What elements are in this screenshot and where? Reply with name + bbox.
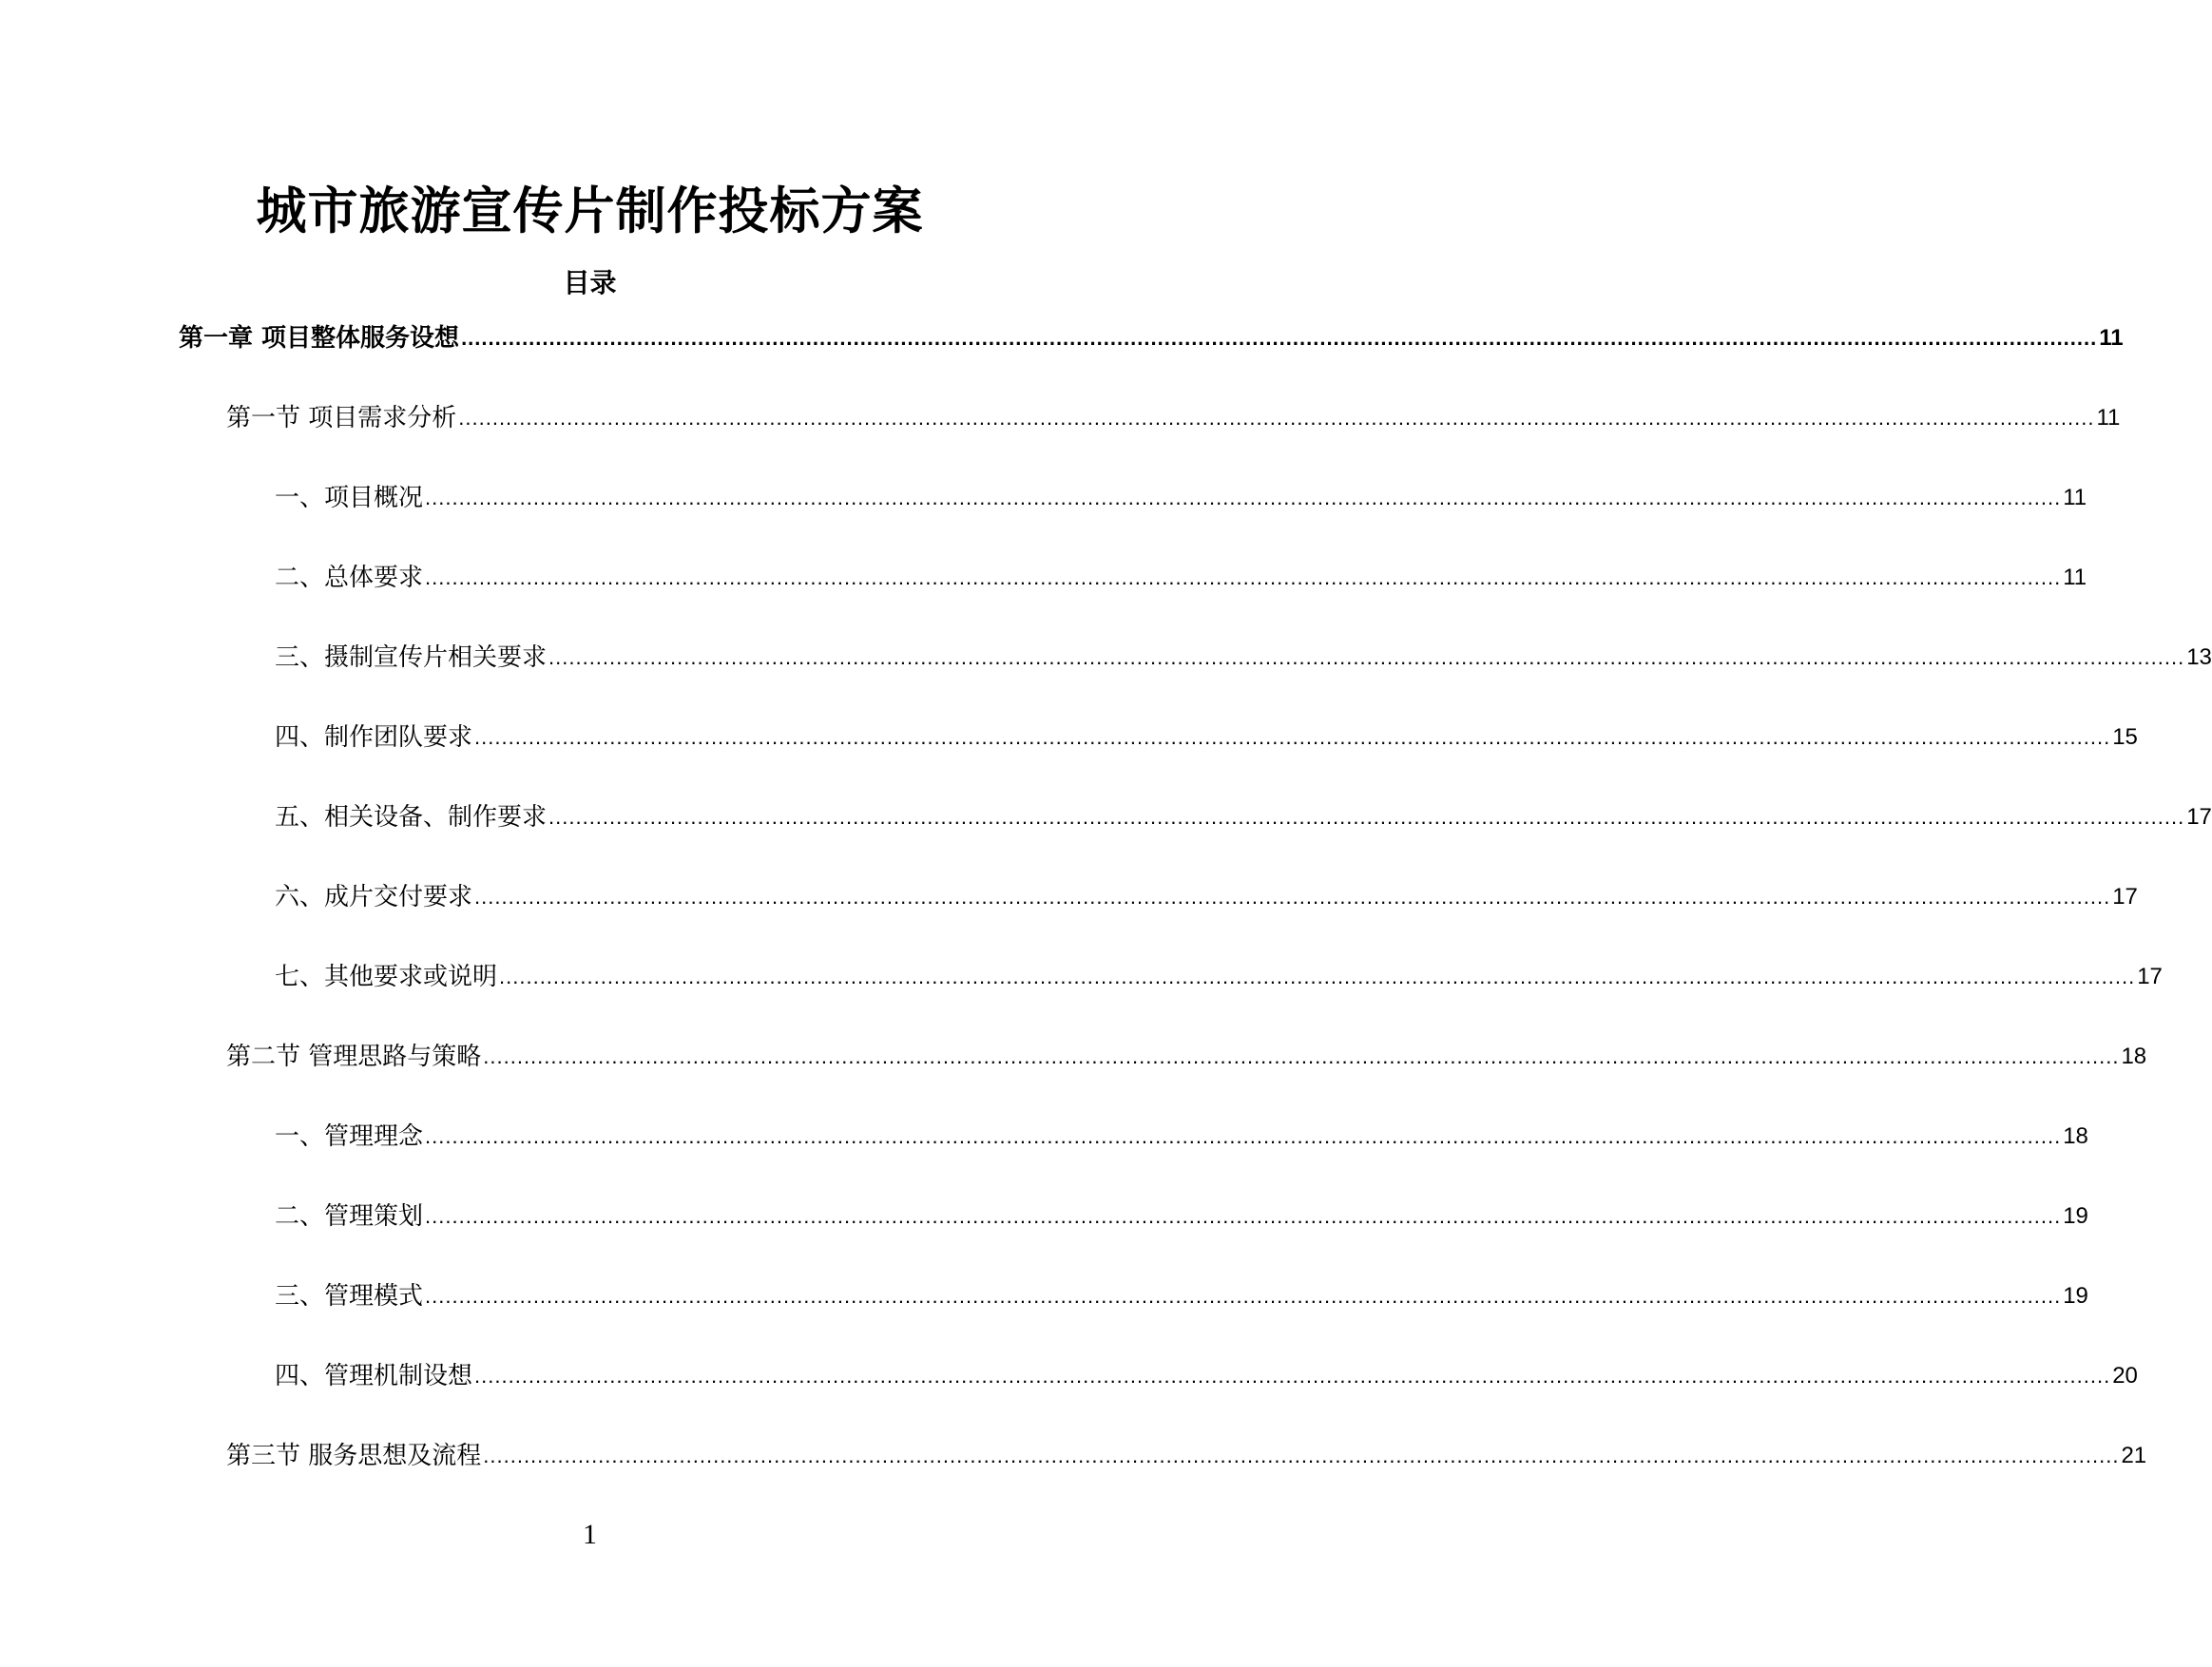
toc-leader: .................................................................................................................................................................................................................................................. [474,1364,2111,1388]
toc-entry-page: 18 [2063,1123,2088,1149]
toc-leader: .................................................................................................................................................................................................................................................. [461,326,2098,350]
toc-entry-item[interactable] [275,641,2212,675]
toc-entry-chapter[interactable] [179,321,2124,355]
toc-entry-page: 11 [2063,565,2087,590]
toc-leader: .................................................................................................................................................................................................................................................. [548,645,2185,669]
toc-leader: .................................................................................................................................................................................................................................................. [499,965,2136,988]
toc-entry-section[interactable] [226,1439,2147,1473]
toc-entry-text: 六、成片交付要求 [275,883,473,911]
toc-entry-text: 五、相关设备、制作要求 [275,803,548,832]
toc-entry-item[interactable] [275,720,2138,755]
toc-leader: .................................................................................................................................................................................................................................................. [548,805,2185,829]
toc-leader: .................................................................................................................................................................................................................................................. [483,1444,2120,1467]
toc-entry-item[interactable] [275,1120,2088,1154]
toc-entry-page: 21 [2121,1443,2147,1468]
toc-leader: .................................................................................................................................................................................................................................................. [425,565,2062,589]
toc-entry-text: 七、其他要求或说明 [275,963,498,991]
toc-entry-page: 17 [2137,964,2163,989]
toc-leader: .................................................................................................................................................................................................................................................. [474,725,2111,749]
toc-entry-text: 二、总体要求 [275,564,424,592]
toc-entry-text: 第二节 管理思路与策略 [226,1043,482,1071]
toc-entry-text: 第三节 服务思想及流程 [226,1442,482,1470]
toc-entry-page: 17 [2186,804,2212,830]
toc-entry-text: 四、管理机制设想 [275,1362,473,1390]
toc-entry-text: 第一章 项目整体服务设想 [179,324,460,353]
toc-heading: 目录 [563,267,617,298]
toc-entry-page: 11 [2063,485,2087,510]
toc-entry-page: 11 [2096,405,2121,431]
toc-entry-page: 13 [2186,644,2212,670]
toc-entry-item[interactable] [275,960,2163,994]
toc-entry-page: 20 [2112,1363,2138,1389]
toc-entry-text: 四、制作团队要求 [275,723,473,752]
toc-leader: .................................................................................................................................................................................................................................................. [458,406,2095,430]
toc-entry-text: 二、管理策划 [275,1202,424,1231]
toc-leader: .................................................................................................................................................................................................................................................. [425,1284,2062,1308]
toc-entry-page: 19 [2063,1283,2088,1309]
toc-entry-text: 第一节 项目需求分析 [226,404,457,432]
toc-entry-text: 一、管理理念 [275,1122,424,1151]
toc-entry-section[interactable] [226,1040,2147,1074]
toc-entry-item[interactable] [275,880,2138,914]
toc-leader: .................................................................................................................................................................................................................................................. [474,885,2111,909]
page-number: 1 [583,1519,597,1550]
toc-entry-item[interactable] [275,1359,2138,1393]
toc-entry-text: 一、项目概况 [275,484,424,512]
toc-entry-item[interactable] [275,561,2087,595]
toc-entry-page: 17 [2112,884,2138,910]
toc-entry-text: 三、管理模式 [275,1282,424,1311]
toc-entry-page: 19 [2063,1203,2088,1229]
toc-entry-item[interactable] [275,800,2212,834]
toc-entry-page: 18 [2121,1044,2147,1069]
toc-leader: .................................................................................................................................................................................................................................................. [425,486,2062,509]
toc-leader: .................................................................................................................................................................................................................................................. [425,1204,2062,1228]
toc-entry-item[interactable] [275,1199,2088,1234]
toc-leader: .................................................................................................................................................................................................................................................. [483,1044,2120,1068]
toc-entry-text: 三、摄制宣传片相关要求 [275,643,548,672]
toc-entry-section[interactable] [226,401,2121,435]
toc-entry-item[interactable] [275,1279,2088,1313]
toc-leader: .................................................................................................................................................................................................................................................. [425,1124,2062,1148]
toc-entry-page: 15 [2112,724,2138,750]
document-title: 城市旅游宣传片制作投标方案 [256,182,924,240]
toc-entry-item[interactable] [275,481,2087,515]
toc-entry-page: 11 [2099,325,2124,351]
